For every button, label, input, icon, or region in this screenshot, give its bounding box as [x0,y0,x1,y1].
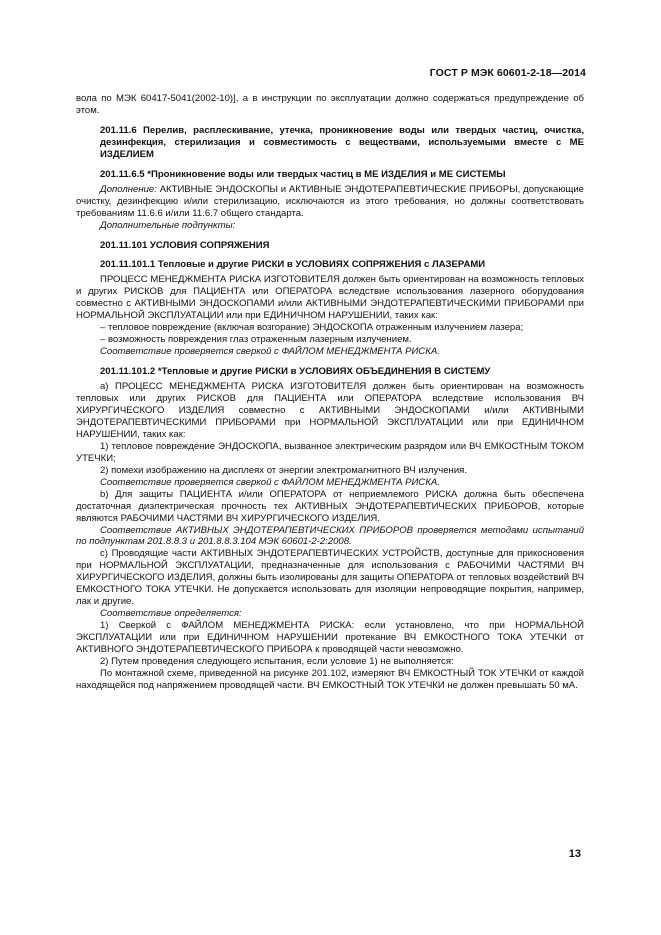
paragraph: а) ПРОЦЕСС МЕНЕДЖМЕНТА РИСКА ИЗГОТОВИТЕЛЯ должен быть ориентирован на возможность тепловых или других РИСКОВ для ПАЦИЕНТА или ОПЕРАТОРА вследствие использования ВЧ ХИРУРГИЧЕСКОГО ИЗДЕЛИЯ совместно с АКТИВНЫМИ ЭНДОСКОПАМИ и/или АКТИВНЫМИ ЭНДОТЕРАПЕВТИЧЕСКИМИ ПРИБОРАМИ при НОРМАЛЬНОЙ ЭКСПЛУАТАЦИИ или при ЕДИНИЧНОМ НАРУШЕНИИ, таких как: [76,381,584,440]
paragraph: Соответствие проверяется сверкой с ФАЙЛОМ МЕНЕДЖМЕНТА РИСКА. [100,476,440,488]
paragraph: 1) тепловое повреждение ЭНДОСКОПА, вызванное электрическим разрядом или ВЧ ЕМКОСТНЫМ ТОКОМ УТЕЧКИ; [76,440,584,464]
paragraph-prefix: Дополнение: [100,183,160,195]
document-code-header: ГОСТ Р МЭК 60601-2-18—2014 [429,67,586,79]
document-body [76,93,584,692]
paragraph-text: АКТИВНЫЕ ЭНДОСКОПЫ и АКТИВНЫЕ ЭНДОТЕРАПЕВТИЧЕСКИЕ ПРИБОРЫ, допускающие очистку, дезинфекцию и/или стерилизацию, исключаются из этого требования, но должны соответствовать требованиям 11.6.6 и/или 11.6.7 общего стандарта. [76,183,584,219]
paragraph: 1) Сверкой с ФАЙЛОМ МЕНЕДЖМЕНТА РИСКА: если установлено, что при НОРМАЛЬНОЙ ЭКСПЛУАТАЦИИ или при ЕДИНИЧНОМ НАРУШЕНИИ протекание ВЧ ЕМКОСТНОГО ТОКА УТЕЧКИ от АКТИВНОГО ЭНДОТЕРАПЕВТИЧЕСКОГО ПРИБОРА к проводящей части невозможно. [76,620,584,656]
paragraph: Соответствие определяется: [100,608,242,620]
paragraph: ПРОЦЕСС МЕНЕДЖМЕНТА РИСКА ИЗГОТОВИТЕЛЯ должен быть ориентирован на возможность тепловых и других РИСКОВ для ПАЦИЕНТА или ОПЕРАТОРА вследствие использования лазерного оборудования совместно с АКТИВНЫМИ ЭНДОСКОПАМИ и/или АКТИВНЫМИ ЭНДОТЕРАПЕВТИЧЕСКИМИ ПРИБОРАМИ при НОРМАЛЬНОЙ ЭКСПЛУАТАЦИИ или при ЕДИНИЧНОМ НАРУШЕНИИ, таких как: [76,274,584,322]
paragraph: Соответствие АКТИВНЫХ ЭНДОТЕРАПЕВТИЧЕСКИХ ПРИБОРОВ проверяется методами испытаний по подпунктам 201.8.8.3 и 201.8.8.3.104 МЭК 60601-2-2:2008. [76,524,584,548]
page-number: 13 [568,848,581,860]
paragraph: – тепловое повреждение (включая возгорание) ЭНДОСКОПА отраженным излучением лазера; [100,322,524,334]
paragraph: 201.11.101 УСЛОВИЯ СОПРЯЖЕНИЯ [100,239,270,251]
paragraph: 201.11.6 Перелив, расплескивание, утечка, проникновение воды или твердых частиц, очистка, дезинфекция, стерилизация и совместимость с веществами, используемыми вместе с МЕ ИЗДЕЛИЕМ [100,124,584,160]
paragraph [76,184,584,220]
paragraph: 2) Путем проведения следующего испытания, если условие 1) не выполняется: [100,655,454,667]
paragraph: 201.11.6.5 *Проникновение воды или твердых частиц в МЕ ИЗДЕЛИЯ и МЕ СИСТЕМЫ [100,168,506,180]
paragraph: По монтажной схеме, приведенной на рисунке 201.102, измеряют ВЧ ЕМКОСТНЫЙ ТОК УТЕЧКИ от каждой находящейся под напряжением проводящей части. ВЧ ЕМКОСТНЫЙ ТОК УТЕЧКИ не должен превышать 50 мА. [76,667,584,691]
paragraph: 2) помехи изображению на дисплеях от энергии электромагнитного ВЧ излучения. [100,464,467,476]
paragraph: 201.11.101.2 *Тепловые и другие РИСКИ в УСЛОВИЯХ ОБЪЕДИНЕНИЯ В СИСТЕМУ [100,366,491,378]
paragraph: Соответствие проверяется сверкой с ФАЙЛОМ МЕНЕДЖМЕНТА РИСКА. [100,346,440,358]
paragraph: 201.11.101.1 Тепловые и другие РИСКИ в УСЛОВИЯХ СОПРЯЖЕНИЯ с ЛАЗЕРАМИ [100,259,486,271]
paragraph: – возможность повреждения глаз отраженным лазерным излучением. [100,334,412,346]
paragraph: b) Для защиты ПАЦИЕНТА и/или ОПЕРАТОРА от неприемлемого РИСКА должна быть обеспечена достаточная диэлектрическая прочность тех АКТИВНЫХ ЭНДОТЕРАПЕВТИЧЕСКИХ ПРИБОРОВ, которые являются РАБОЧИМИ ЧАСТЯМИ ВЧ ХИРУРГИЧЕСКОГО ИЗДЕЛИЯ. [76,488,584,524]
paragraph: Дополнительные подпункты: [100,219,236,231]
paragraph: с) Проводящие части АКТИВНЫХ ЭНДОТЕРАПЕВТИЧЕСКИХ УСТРОЙСТВ, доступные для прикосновения при НОРМАЛЬНОЙ ЭКСПЛУАТАЦИИ, предназначенные для использования с РАБОЧИМИ ЧАСТЯМИ ВЧ ХИРУРГИЧЕСКОГО ИЗДЕЛИЯ, должны быть изолированы для защиты ОПЕРАТОРА от тепловых воздействий ВЧ ЕМКОСТНОГО ТОКА УТЕЧКИ. Не допускается использовать для изоляции непроводящие покрытия, например, лак и другие. [76,548,584,608]
paragraph: вола по МЭК 60417-5041(2002-10)], а в инструкции по эксплуатации должно содержаться предупреждение об этом. [76,93,584,116]
